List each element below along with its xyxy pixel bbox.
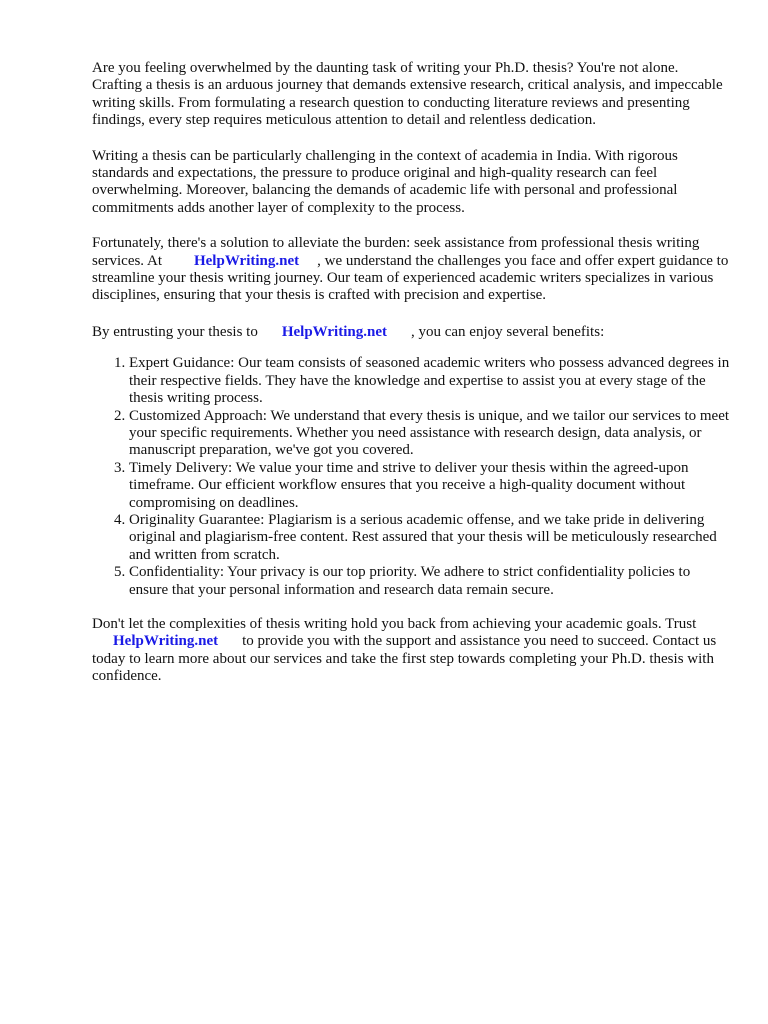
solution-text-after: , we understand the challenges you face and offer expert guidance to streamline your thesis writing journey. Our team of experienced academic writers specializes in various disciplines, ensuring that your thesis is crafted with precision and expertise. xyxy=(92,252,729,304)
closing-text-before: Don't let the complexities of thesis writing hold you back from achieving your academic goals. Trust xyxy=(92,615,697,632)
benefits-intro-paragraph xyxy=(92,324,732,341)
list-item: 1. Expert Guidance: Our team consists of seasoned academic writers who possess advanced degrees in their respective fields. They have the knowledge and expertise to assist you at every stage of the thesis writing process. xyxy=(129,355,732,407)
list-item: 5. Confidentiality: Your privacy is our top priority. We adhere to strict confidentiality policies to ensure that your personal information and research data remain secure. xyxy=(129,564,732,599)
helpwriting-link-3[interactable]: HelpWriting.net xyxy=(113,633,219,650)
benefits-intro-before: By entrusting your thesis to xyxy=(92,323,258,340)
document-page xyxy=(92,60,732,704)
solution-paragraph xyxy=(92,235,732,305)
helpwriting-link-1[interactable]: HelpWriting.net xyxy=(193,252,300,269)
solution-text-before: Fortunately, there's a solution to alleviate the burden: seek assistance from professional thesis writing services. At xyxy=(92,235,700,269)
helpwriting-link-2[interactable]: HelpWriting.net xyxy=(281,323,387,340)
list-item: 2. Customized Approach: We understand that every thesis is unique, and we tailor our services to meet your specific requirements. Whether you need assistance with research design, data analysis, or manuscript preparation, we've got you covered. xyxy=(129,408,732,460)
benefits-list xyxy=(92,355,732,599)
list-item: 4. Originality Guarantee: Plagiarism is a serious academic offense, and we take pride in delivering original and plagiarism-free content. Rest assured that your thesis will be meticulously researched and written from scratch. xyxy=(129,512,732,564)
india-context-paragraph: Writing a thesis can be particularly challenging in the context of academia in India. With rigorous standards and expectations, the pressure to produce original and high-quality research can feel overwhelming. Moreover, balancing the demands of academic life with personal and professional commitments adds another layer of complexity to the process. xyxy=(92,147,678,216)
closing-paragraph xyxy=(92,616,732,686)
benefits-intro-after: , you can enjoy several benefits: xyxy=(410,323,605,340)
intro-paragraph: Are you feeling overwhelmed by the daunting task of writing your Ph.D. thesis? You're not alone. Crafting a thesis is an arduous journey that demands extensive research, critical analysis, and impeccable writing skills. From formulating a research question to conducting literature reviews and presenting findings, every step requires meticulous attention to detail and relentless dedication. xyxy=(92,60,723,129)
closing-text-after: to provide you with the support and assistance you need to succeed. Contact us today to learn more about our services and take the first step towards completing your Ph.D. thesis with confidence. xyxy=(92,633,717,685)
list-item: 3. Timely Delivery: We value your time and strive to deliver your thesis within the agreed-upon timeframe. Our efficient workflow ensures that you receive a high-quality document without compromising on deadlines. xyxy=(129,460,732,512)
